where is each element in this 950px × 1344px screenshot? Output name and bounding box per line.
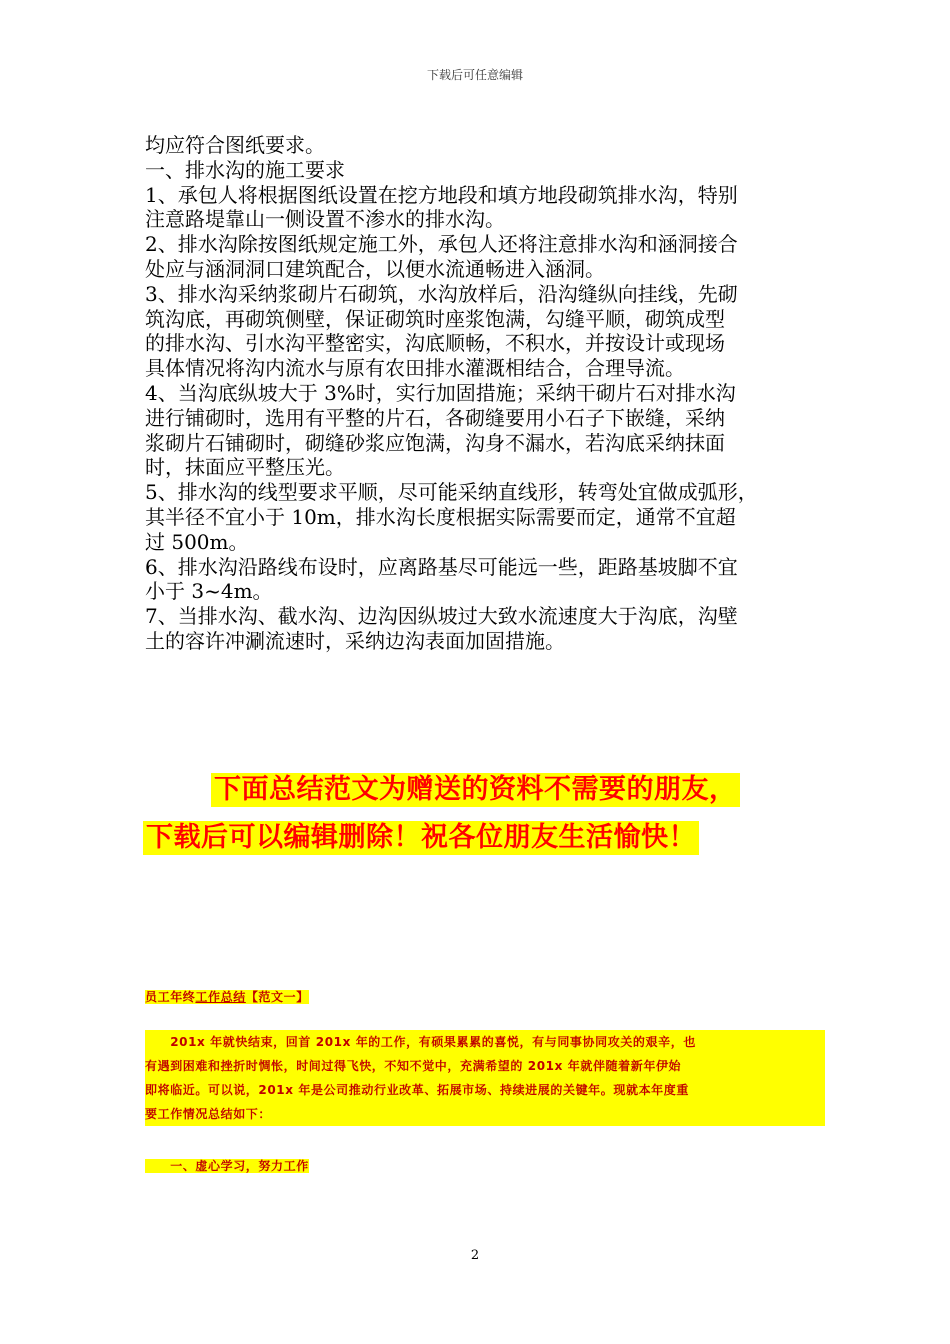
body-line: 5、排水沟的线型要求平顺，尽可能采纳直线形，转弯处宜做成弧形， xyxy=(145,480,758,505)
promo-notice-line-2 xyxy=(0,821,950,855)
page-header: 下载后可任意编辑 xyxy=(426,68,523,82)
essay-subheading-text: 一、虚心学习，努力工作 xyxy=(145,1159,309,1173)
body-line: 其半径不宜小于 10m，排水沟长度根据实际需要而定，通常不宜超 xyxy=(145,504,736,529)
essay-paragraph xyxy=(145,1030,825,1126)
essay-title xyxy=(145,986,825,1005)
page-number: 2 xyxy=(470,1248,480,1263)
essay-title-suffix: 【范文一】 xyxy=(245,990,309,1004)
essay-title-link[interactable]: 工作总结 xyxy=(195,990,246,1004)
essay-paragraph-line: 要工作情况总结如下： xyxy=(145,1102,825,1126)
body-line: 土的容许冲涮流速时，采纳边沟表面加固措施。 xyxy=(145,628,565,653)
body-line: 进行铺砌时，选用有平整的片石，各砌缝要用小石子下嵌缝，采纳 xyxy=(145,405,725,430)
body-line: 4、当沟底纵坡大于 3%时，实行加固措施；采纳干砌片石对排水沟 xyxy=(145,380,736,405)
body-line: 过 500m。 xyxy=(145,529,249,554)
body-line: 处应与涵洞洞口建筑配合，以便水流通畅进入涵洞。 xyxy=(145,256,605,281)
body-line: 浆砌片石铺砌时，砌缝砂浆应饱满，沟身不漏水，若沟底采纳抹面 xyxy=(145,430,725,455)
body-line: 小于 3~4m。 xyxy=(145,579,273,604)
body-line: 注意路堤靠山一侧设置不渗水的排水沟。 xyxy=(145,207,505,232)
body-line: 2、排水沟除按图纸规定施工外，承包人还将注意排水沟和涵洞接合 xyxy=(145,232,738,257)
promo-text: 下面总结范文为赠送的资料不需要的朋友， xyxy=(211,773,740,807)
essay-paragraph-line: 有遇到困难和挫折时惆怅，时间过得飞快，不知不觉中，充满希望的 201x 年就伴随着新年伊始 xyxy=(145,1054,825,1078)
body-line: 具体情况将沟内流水与原有农田排水灌溉相结合，合理导流。 xyxy=(145,356,685,381)
essay-paragraph-line: 201x 年就快结束，回首 201x 年的工作，有硕果累累的喜悦，有与同事协同攻关的艰辛，也 xyxy=(145,1030,825,1054)
body-line: 7、当排水沟、截水沟、边沟因纵坡过大致水流速度大于沟底，沟壁 xyxy=(145,604,738,629)
body-line: 6、排水沟沿路线布设时，应离路基尽可能远一些，距路基坡脚不宜 xyxy=(145,554,738,579)
promo-notice-line-1 xyxy=(0,773,950,807)
body-line: 均应符合图纸要求。 xyxy=(145,133,325,157)
document-body xyxy=(145,133,825,654)
body-line: 时，抹面应平整压光。 xyxy=(145,455,345,480)
promo-text: 下载后可以编辑删除！祝各位朋友生活愉快！ xyxy=(143,821,699,855)
essay-subheading xyxy=(145,1155,825,1174)
essay-paragraph-line: 即将临近。可以说，201x 年是公司推动行业改革、拓展市场、持续进展的关键年。现就本年度重 xyxy=(145,1078,825,1102)
body-line: 1、承包人将根据图纸设置在挖方地段和填方地段砌筑排水沟，特别 xyxy=(145,182,738,207)
body-line: 筑沟底，再砌筑侧壁，保证砌筑时座浆饱满，勾缝平顺，砌筑成型 xyxy=(145,306,725,331)
body-line: 的排水沟、引水沟平整密实，沟底顺畅，不积水，并按设计或现场 xyxy=(145,331,725,356)
section-heading: 一、排水沟的施工要求 xyxy=(145,157,345,182)
body-line: 3、排水沟采纳浆砌片石砌筑，水沟放样后，沿沟缝纵向挂线，先砌 xyxy=(145,281,738,306)
essay-title-prefix: 员工年终 xyxy=(145,990,196,1004)
